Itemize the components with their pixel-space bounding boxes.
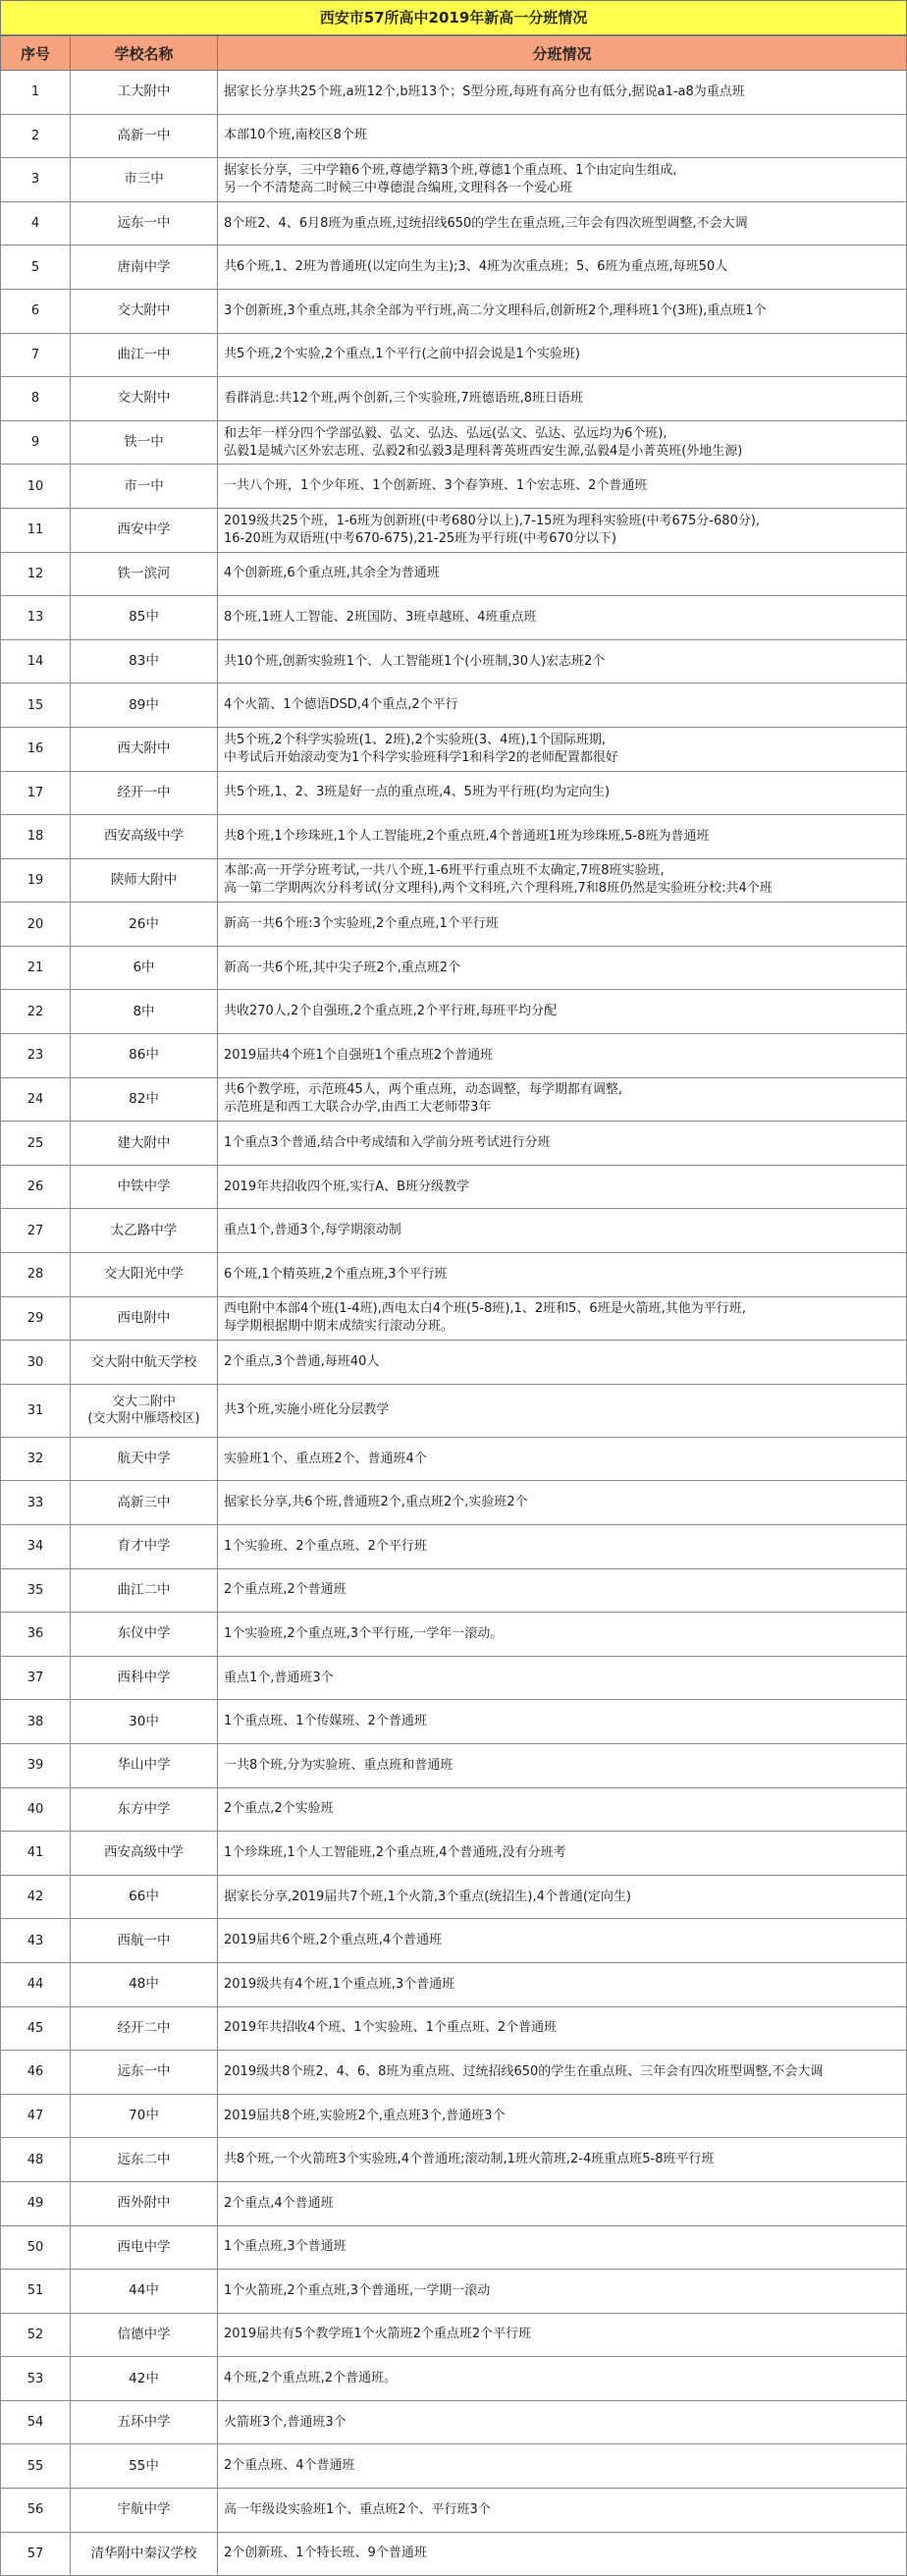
row-info: 2个重点,3个普通,每班40人 — [218, 1341, 907, 1385]
row-school: 6中 — [71, 947, 218, 991]
row-number: 34 — [0, 1525, 71, 1569]
row-info: 1个实验班、2个重点班、2个平行班 — [218, 1525, 907, 1569]
row-school: 西安高级中学 — [71, 815, 218, 859]
row-number: 1 — [0, 71, 71, 115]
table-row — [0, 1919, 907, 1963]
row-number: 48 — [0, 2138, 71, 2182]
row-info: 1个重点班、1个传媒班、2个普通班 — [218, 1700, 907, 1744]
row-info: 共收270人,2个自强班,2个重点班,2个平行班,每班平均分配 — [218, 990, 907, 1034]
table-row — [0, 246, 907, 290]
table-row — [0, 2138, 907, 2182]
row-number: 32 — [0, 1438, 71, 1482]
table-row — [0, 2095, 907, 2139]
row-number: 27 — [0, 1209, 71, 1253]
row-school: 高新一中 — [71, 115, 218, 159]
row-school: 华山中学 — [71, 1744, 218, 1788]
row-school: 交大附中航天学校 — [71, 1341, 218, 1385]
row-school: 曲江一中 — [71, 334, 218, 378]
table-row — [0, 1788, 907, 1833]
table-row — [0, 2270, 907, 2314]
row-info: 共5个班,2个科学实验班(1、2班),2个实验班(3、4班),1个国际班期, 中考试后开始滚动变为1个科学实验班科学1和科学2的老师配置都很好 — [218, 728, 907, 772]
row-info: 重点1个,普通3个,每学期滚动制 — [218, 1209, 907, 1253]
row-info: 共6个班,1、2班为普通班(以定向生为主);3、4班为次重点班；5、6班为重点班,每班50人 — [218, 246, 907, 290]
row-info: 1个火箭班,2个重点班,3个普通班,一学期一滚动 — [218, 2270, 907, 2314]
row-number: 16 — [0, 728, 71, 772]
row-school: 55中 — [71, 2444, 218, 2489]
row-info: 2019届共6个班,2个重点班,4个普通班 — [218, 1919, 907, 1963]
row-school: 铁一滨河 — [71, 553, 218, 597]
row-number: 15 — [0, 684, 71, 728]
row-school: 高新三中 — [71, 1481, 218, 1525]
row-school: 宇航中学 — [71, 2489, 218, 2533]
row-school: 唐南中学 — [71, 246, 218, 290]
row-school: 交大阳光中学 — [71, 1253, 218, 1297]
table-row — [0, 1341, 907, 1385]
row-info: 4个班,2个重点班,2个普通班。 — [218, 2357, 907, 2401]
row-school: 交大附中 — [71, 290, 218, 334]
row-number: 4 — [0, 202, 71, 247]
row-school: 西科中学 — [71, 1657, 218, 1701]
row-info: 据家长分享，三中学籍6个班,尊德学籍3个班,尊德1个重点班、1个由定向生组成, 另一个不清楚高二时候三中尊德混合编班,文理科各一个爱心班 — [218, 158, 907, 202]
row-info: 据家长分享共25个班,a班12个,b班13个；S型分班,每班有高分也有低分,据说a1-a8为重点班 — [218, 71, 907, 115]
row-number: 26 — [0, 1166, 71, 1210]
row-school: 交大附中 — [71, 377, 218, 421]
row-number: 47 — [0, 2095, 71, 2139]
row-info: 本部:高一开学分班考试,一共八个班,1-6班平行重点班不太确定,7班8班实验班, 高一第二学期两次分科考试(分文理科),两个文科班,六个理科班,7和8班仍然是实验班分校:共4个班 — [218, 859, 907, 904]
row-info: 和去年一样分四个学部弘毅、弘文、弘达、弘远(弘文、弘达、弘远均为6个班), 弘毅1是城六区外宏志班、弘毅2和弘毅3是理科菁英班西安生源,弘毅4是小菁英班(外地生源) — [218, 421, 907, 466]
row-number: 14 — [0, 640, 71, 685]
row-number: 19 — [0, 859, 71, 904]
row-school: 工大附中 — [71, 71, 218, 115]
row-number: 17 — [0, 772, 71, 816]
row-info: 2019级共8个班2、4、6、8班为重点班、过统招线650的学生在重点班、三年会有四次班型调整,不会大调 — [218, 2051, 907, 2095]
table-row — [0, 990, 907, 1034]
table-row — [0, 553, 907, 597]
row-school: 清华附中秦汉学校 — [71, 2533, 218, 2576]
row-info: 共10个班,创新实验班1个、人工智能班1个(小班制,30人)宏志班2个 — [218, 640, 907, 685]
row-info: 4个创新班,6个重点班,其余全为普通班 — [218, 553, 907, 597]
row-number: 21 — [0, 947, 71, 991]
row-number: 55 — [0, 2444, 71, 2489]
row-school: 西安高级中学 — [71, 1832, 218, 1876]
row-number: 25 — [0, 1122, 71, 1166]
table-row — [0, 1078, 907, 1123]
table-header — [0, 35, 907, 71]
row-info: 2019年共招收四个班,实行A、B班分级教学 — [218, 1166, 907, 1210]
row-number: 40 — [0, 1788, 71, 1833]
row-info: 一共8个班,分为实验班、重点班和普通班 — [218, 1744, 907, 1788]
row-info: 新高一共6个班,其中尖子班2个,重点班2个 — [218, 947, 907, 991]
row-number: 43 — [0, 1919, 71, 1963]
row-info: 共8个班,1个珍珠班,1个人工智能班,2个重点班,4个普通班1班为珍珠班,5-8班为普通班 — [218, 815, 907, 859]
row-info: 2019级共有4个班,1个重点班,3个普通班 — [218, 1963, 907, 2007]
header-number: 序号 — [0, 35, 71, 71]
row-info: 2个创新班、1个特长班、9个普通班 — [218, 2533, 907, 2576]
table-row — [0, 115, 907, 159]
row-school: 经开一中 — [71, 772, 218, 816]
table-row — [0, 2182, 907, 2226]
row-school: 85中 — [71, 596, 218, 640]
row-info: 共8个班,一个火箭班3个实验班,4个普通班;滚动制,1班火箭班,2-4班重点班5-8班平行班 — [218, 2138, 907, 2182]
table-row — [0, 1481, 907, 1525]
table-row — [0, 290, 907, 334]
table-row — [0, 1253, 907, 1297]
row-info: 重点1个,普通班3个 — [218, 1657, 907, 1701]
row-number: 52 — [0, 2314, 71, 2358]
table-row — [0, 859, 907, 904]
row-info: 2019届共4个班1个自强班1个重点班2个普通班 — [218, 1034, 907, 1078]
table-row — [0, 334, 907, 378]
row-school: 西安中学 — [71, 509, 218, 553]
row-number: 10 — [0, 465, 71, 509]
row-number: 18 — [0, 815, 71, 859]
header-info: 分班情况 — [218, 35, 907, 71]
table-row — [0, 2051, 907, 2095]
row-school: 30中 — [71, 1700, 218, 1744]
row-info: 8个班2、4、6月8班为重点班,过统招线650的学生在重点班,三年会有四次班型调整,不会大调 — [218, 202, 907, 247]
row-school: 航天中学 — [71, 1438, 218, 1482]
row-number: 49 — [0, 2182, 71, 2226]
row-school: 86中 — [71, 1034, 218, 1078]
row-school: 中铁中学 — [71, 1166, 218, 1210]
row-number: 51 — [0, 2270, 71, 2314]
row-school: 陕师大附中 — [71, 859, 218, 904]
row-number: 41 — [0, 1832, 71, 1876]
table-row — [0, 2357, 907, 2401]
row-number: 13 — [0, 596, 71, 640]
row-school: 远东二中 — [71, 2138, 218, 2182]
table-row — [0, 158, 907, 202]
row-number: 28 — [0, 1253, 71, 1297]
table-row — [0, 1122, 907, 1166]
row-number: 53 — [0, 2357, 71, 2401]
row-number: 9 — [0, 421, 71, 466]
table-row — [0, 1166, 907, 1210]
row-number: 3 — [0, 158, 71, 202]
table-row — [0, 1438, 907, 1482]
row-info: 2个重点,4个普通班 — [218, 2182, 907, 2226]
row-school: 42中 — [71, 2357, 218, 2401]
row-info: 西电附中本部4个班(1-4班),西电太白4个班(5-8班),1、2班和5、6班是火箭班,其他为平行班, 每学期根据期中期末成绩实行滚动分班。 — [218, 1297, 907, 1342]
row-info: 1个重点3个普通,结合中考成绩和入学前分班考试进行分班 — [218, 1122, 907, 1166]
table-row — [0, 947, 907, 991]
table-row — [0, 728, 907, 772]
row-school: 西大附中 — [71, 728, 218, 772]
row-school: 26中 — [71, 903, 218, 947]
table-row — [0, 1613, 907, 1657]
row-number: 31 — [0, 1385, 71, 1438]
table-row — [0, 1385, 907, 1438]
row-info: 2个重点班,2个普通班 — [218, 1569, 907, 1614]
row-number: 2 — [0, 115, 71, 159]
row-school: 89中 — [71, 684, 218, 728]
row-school: 铁一中 — [71, 421, 218, 466]
table-row — [0, 1700, 907, 1744]
table-row — [0, 1525, 907, 1569]
row-school: 市三中 — [71, 158, 218, 202]
row-number: 30 — [0, 1341, 71, 1385]
row-info: 共5个班,2个实验,2个重点,1个平行(之前中招会说是1个实验班) — [218, 334, 907, 378]
table-row — [0, 2401, 907, 2445]
table-row — [0, 815, 907, 859]
row-number: 46 — [0, 2051, 71, 2095]
row-number: 29 — [0, 1297, 71, 1342]
row-school: 东方中学 — [71, 1788, 218, 1833]
table-row — [0, 684, 907, 728]
table-row — [0, 772, 907, 816]
row-school: 市一中 — [71, 465, 218, 509]
table-row — [0, 2314, 907, 2358]
table-row — [0, 2489, 907, 2533]
row-school: 66中 — [71, 1876, 218, 1920]
row-number: 12 — [0, 553, 71, 597]
row-school: 西航一中 — [71, 1919, 218, 1963]
table-row — [0, 1657, 907, 1701]
row-info: 2019届共8个班,实验班2个,重点班3个,普通班3个 — [218, 2095, 907, 2139]
row-number: 39 — [0, 1744, 71, 1788]
header-school: 学校名称 — [71, 35, 218, 71]
table-row — [0, 596, 907, 640]
row-school: 西外附中 — [71, 2182, 218, 2226]
row-school: 远东一中 — [71, 2051, 218, 2095]
row-info: 看群消息:共12个班,两个创新,三个实验班,7班德语班,8班日语班 — [218, 377, 907, 421]
row-number: 33 — [0, 1481, 71, 1525]
row-info: 2019级共25个班，1-6班为创新班(中考680分以上),7-15班为理科实验班(中考675分-680分), 16-20班为双语班(中考670-675),21-25班为平行班(中考670分以下) — [218, 509, 907, 553]
row-school: 48中 — [71, 1963, 218, 2007]
row-school: 经开二中 — [71, 2007, 218, 2052]
table-row — [0, 1034, 907, 1078]
row-info: 4个火箭、1个德语DSD,4个重点,2个平行 — [218, 684, 907, 728]
row-info: 8个班,1班人工智能、2班国防、3班卓越班、4班重点班 — [218, 596, 907, 640]
table-row — [0, 71, 907, 115]
table-row — [0, 1209, 907, 1253]
row-info: 高一年级设实验班1个、重点班2个、平行班3个 — [218, 2489, 907, 2533]
row-number: 23 — [0, 1034, 71, 1078]
table-row — [0, 465, 907, 509]
row-number: 36 — [0, 1613, 71, 1657]
row-number: 50 — [0, 2226, 71, 2271]
table-row — [0, 377, 907, 421]
row-number: 35 — [0, 1569, 71, 1614]
row-number: 8 — [0, 377, 71, 421]
row-school: 信德中学 — [71, 2314, 218, 2358]
table-row — [0, 1876, 907, 1920]
row-number: 38 — [0, 1700, 71, 1744]
table-row — [0, 2226, 907, 2271]
row-info: 2个重点班、4个普通班 — [218, 2444, 907, 2489]
row-school: 育才中学 — [71, 1525, 218, 1569]
row-school: 远东一中 — [71, 202, 218, 247]
row-info: 1个实验班,2个重点班,3个平行班,一学年一滚动。 — [218, 1613, 907, 1657]
row-info: 一共八个班，1个少年班、1个创新班、3个春笋班、1个宏志班、2个普通班 — [218, 465, 907, 509]
row-info: 实验班1个、重点班2个、普通班4个 — [218, 1438, 907, 1482]
row-info: 1个珍珠班,1个人工智能班,2个重点班,4个普通班,没有分班考 — [218, 1832, 907, 1876]
row-info: 共6个教学班，示范班45人，两个重点班，动态调整，每学期都有调整, 示范班是和西工大联合办学,由西工大老师带3年 — [218, 1078, 907, 1123]
table-row — [0, 1832, 907, 1876]
row-school: 五环中学 — [71, 2401, 218, 2445]
table-row — [0, 1963, 907, 2007]
row-school: 8中 — [71, 990, 218, 1034]
row-number: 44 — [0, 1963, 71, 2007]
row-info: 据家长分享,共6个班,普通班2个,重点班2个,实验班2个 — [218, 1481, 907, 1525]
row-info: 2019届共有5个教学班1个火箭班2个重点班2个平行班 — [218, 2314, 907, 2358]
table-row — [0, 903, 907, 947]
row-number: 57 — [0, 2533, 71, 2576]
row-school: 82中 — [71, 1078, 218, 1123]
table-row — [0, 1569, 907, 1614]
row-school: 太乙路中学 — [71, 1209, 218, 1253]
row-info: 新高一共6个班:3个实验班,2个重点班,1个平行班 — [218, 903, 907, 947]
table-row — [0, 1297, 907, 1342]
row-school: 70中 — [71, 2095, 218, 2139]
table-row — [0, 421, 907, 466]
row-school: 西电中学 — [71, 2226, 218, 2271]
row-number: 22 — [0, 990, 71, 1034]
row-info: 本部10个班,南校区8个班 — [218, 115, 907, 159]
row-number: 42 — [0, 1876, 71, 1920]
table-title: 西安市57所高中2019年新高一分班情况 — [0, 0, 907, 35]
row-info: 3个创新班,3个重点班,其余全部为平行班,高二分文理科后,创新班2个,理科班1个(3班),重点班1个 — [218, 290, 907, 334]
row-number: 54 — [0, 2401, 71, 2445]
row-number: 45 — [0, 2007, 71, 2052]
row-number: 24 — [0, 1078, 71, 1123]
row-info: 火箭班3个,普通班3个 — [218, 2401, 907, 2445]
row-number: 6 — [0, 290, 71, 334]
row-number: 11 — [0, 509, 71, 553]
row-info: 1个重点班,3个普通班 — [218, 2226, 907, 2271]
row-number: 56 — [0, 2489, 71, 2533]
row-school: 44中 — [71, 2270, 218, 2314]
table-row — [0, 2444, 907, 2489]
row-school: 交大二附中 (交大附中雁塔校区) — [71, 1385, 218, 1438]
table-row — [0, 640, 907, 685]
row-school: 西电附中 — [71, 1297, 218, 1342]
row-info: 共3个班,实施小班化分层教学 — [218, 1385, 907, 1438]
table-row — [0, 2007, 907, 2052]
row-school: 83中 — [71, 640, 218, 685]
row-number: 37 — [0, 1657, 71, 1701]
row-info: 2019年共招收4个班、1个实验班、1个重点班、2个普通班 — [218, 2007, 907, 2052]
row-number: 20 — [0, 903, 71, 947]
row-number: 7 — [0, 334, 71, 378]
row-info: 2个重点,2个实验班 — [218, 1788, 907, 1833]
table-row — [0, 509, 907, 553]
table-row — [0, 202, 907, 247]
row-school: 曲江二中 — [71, 1569, 218, 1614]
row-number: 5 — [0, 246, 71, 290]
table-row — [0, 1744, 907, 1788]
table-body — [0, 71, 907, 2576]
row-school: 东仪中学 — [71, 1613, 218, 1657]
row-info: 据家长分享,2019届共7个班,1个火箭,3个重点(统招生),4个普通(定向生) — [218, 1876, 907, 1920]
table-row — [0, 2533, 907, 2576]
row-school: 建大附中 — [71, 1122, 218, 1166]
row-info: 共5个班,1、2、3班是好一点的重点班,4、5班为平行班(均为定向生) — [218, 772, 907, 816]
row-info: 6个班,1个精英班,2个重点班,3个平行班 — [218, 1253, 907, 1297]
